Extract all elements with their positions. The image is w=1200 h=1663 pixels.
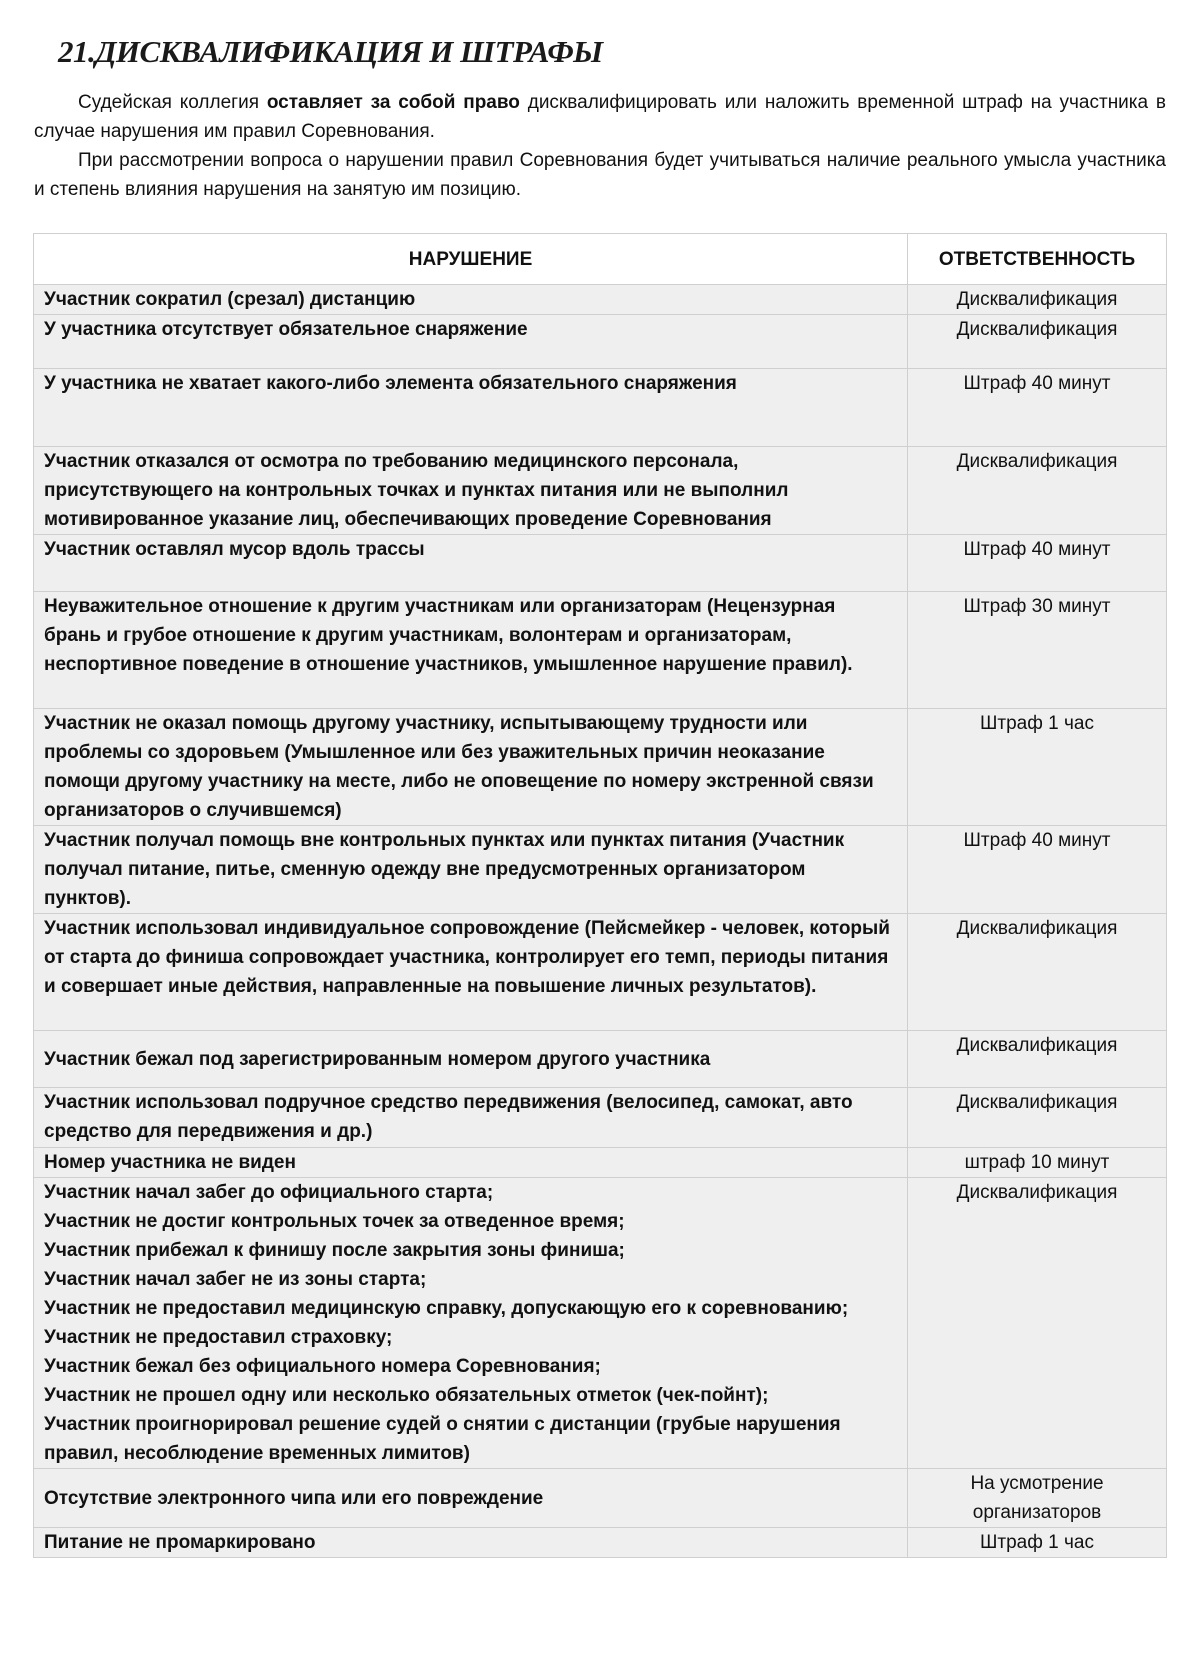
violation-cell: Питание не промаркировано xyxy=(34,1528,908,1558)
violation-cell: Неуважительное отношение к другим участникам или организаторам (Нецензурная брань и грубое отношение к другим участникам, волонтерам и организаторам, неспортивное поведение в отношение участников, умышленное нарушение правил). xyxy=(34,592,908,709)
violation-line: Участник не предоставил страховку; xyxy=(44,1327,393,1348)
violation-cell: Участник использовал индивидуальное сопровождение (Пейсмейкер - человек, который от старта до финиша сопровождает участника, контролирует его темп, периоды питания и совершает иные действия, направленные на повышение личных результатов). xyxy=(34,914,908,1031)
penalty-cell: Штраф 40 минут xyxy=(908,826,1167,914)
table-row xyxy=(34,592,1167,709)
violation-cell: Участник отказался от осмотра по требованию медицинского персонала, присутствующего на контрольных точках и пунктах питания или не выполнил мотивированное указание лиц, обеспечивающих проведение Соревнования xyxy=(34,447,908,535)
penalty-cell: Дисквалификация xyxy=(908,1088,1167,1148)
penalty-cell: Штраф 40 минут xyxy=(908,535,1167,592)
violation-line: Участник начал забег до официального старта; xyxy=(44,1182,494,1203)
violation-cell: Участник получал помощь вне контрольных пунктах или пунктах питания (Участник получал питание, питье, сменную одежду вне предусмотренных организатором пунктов). xyxy=(34,826,908,914)
penalty-cell: Дисквалификация xyxy=(908,1031,1167,1088)
table-row xyxy=(34,1088,1167,1148)
penalty-cell: Штраф 40 минут xyxy=(908,369,1167,447)
table-row xyxy=(34,1148,1167,1178)
violation-cell: Участник бежал под зарегистрированным номером другого участника xyxy=(34,1031,908,1088)
violation-line: Участник прибежал к финишу после закрытия зоны финиша; xyxy=(44,1240,625,1261)
intro-paragraph-1 xyxy=(34,88,1166,146)
header-penalty: ОТВЕТСТВЕННОСТЬ xyxy=(908,234,1167,285)
violation-line: Участник начал забег не из зоны старта; xyxy=(44,1269,427,1290)
violation-line: Участник не прошел одну или несколько обязательных отметок (чек-пойнт); xyxy=(44,1385,769,1406)
table-row xyxy=(34,1469,1167,1528)
penalty-cell: Штраф 1 час xyxy=(908,709,1167,826)
table-row xyxy=(34,1528,1167,1558)
violation-cell: У участника не хватает какого-либо элемента обязательного снаряжения xyxy=(34,369,908,447)
violation-line: Участник не предоставил медицинскую справку, допускающую его к соревнованию; xyxy=(44,1298,849,1319)
penalty-cell: Дисквалификация xyxy=(908,447,1167,535)
table-row xyxy=(34,535,1167,592)
penalty-cell: Дисквалификация xyxy=(908,1178,1167,1469)
table-row xyxy=(34,315,1167,369)
violation-line: Участник проигнорировал решение судей о снятии с дистанции (грубые нарушения правил, несоблюдение временных лимитов) xyxy=(44,1414,841,1464)
penalty-cell: Штраф 1 час xyxy=(908,1528,1167,1558)
violation-cell: Участник не оказал помощь другому участнику, испытывающему трудности или проблемы со здоровьем (Умышленное или без уважительных причин неоказание помощи другому участнику на месте, либо не оповещение по номеру экстренной связи организаторов о случившемся) xyxy=(34,709,908,826)
penalties-table xyxy=(33,233,1167,1558)
intro-p1-end: дисквалифицировать или наложить временной штраф на участника в случае нарушения им правил Соревнования. xyxy=(34,92,1167,142)
penalty-cell: Дисквалификация xyxy=(908,315,1167,369)
table-row xyxy=(34,1031,1167,1088)
violation-cell: Отсутствие электронного чипа или его повреждение xyxy=(34,1469,908,1528)
intro-text xyxy=(34,88,1166,204)
penalty-cell: штраф 10 минут xyxy=(908,1148,1167,1178)
table-row xyxy=(34,447,1167,535)
penalty-cell: Штраф 30 минут xyxy=(908,592,1167,709)
penalty-cell: Дисквалификация xyxy=(908,285,1167,315)
violation-cell: У участника отсутствует обязательное снаряжение xyxy=(34,315,908,369)
table-row xyxy=(34,285,1167,315)
violation-cell: Участник сократил (срезал) дистанцию xyxy=(34,285,908,315)
header-violation: НАРУШЕНИЕ xyxy=(34,234,908,285)
intro-paragraph-2: При рассмотрении вопроса о нарушении правил Соревнования будет учитываться наличие реального умысла участника и степень влияния нарушения на занятую им позицию. xyxy=(34,150,1166,200)
intro-p1-bold: оставляет за собой право xyxy=(266,92,520,113)
table-header-row xyxy=(34,234,1167,285)
intro-p1-start: Судейская коллегия xyxy=(78,92,267,113)
violation-cell: Номер участника не виден xyxy=(34,1148,908,1178)
penalty-cell: Дисквалификация xyxy=(908,914,1167,1031)
table-row xyxy=(34,709,1167,826)
table-row xyxy=(34,1178,1167,1469)
violation-cell: Участник использовал подручное средство передвижения (велосипед, самокат, авто средство для передвижения и др.) xyxy=(34,1088,908,1148)
table-row xyxy=(34,914,1167,1031)
penalty-cell: На усмотрение организаторов xyxy=(908,1469,1167,1528)
violation-cell: Участник оставлял мусор вдоль трассы xyxy=(34,535,908,592)
section-title: 21.ДИСКВАЛИФИКАЦИЯ И ШТРАФЫ xyxy=(58,34,603,69)
table-row xyxy=(34,826,1167,914)
violation-cell-multiline xyxy=(34,1178,908,1469)
violation-line: Участник не достиг контрольных точек за отведенное время; xyxy=(44,1211,625,1232)
violation-line: Участник бежал без официального номера Соревнования; xyxy=(44,1356,601,1377)
table-row xyxy=(34,369,1167,447)
